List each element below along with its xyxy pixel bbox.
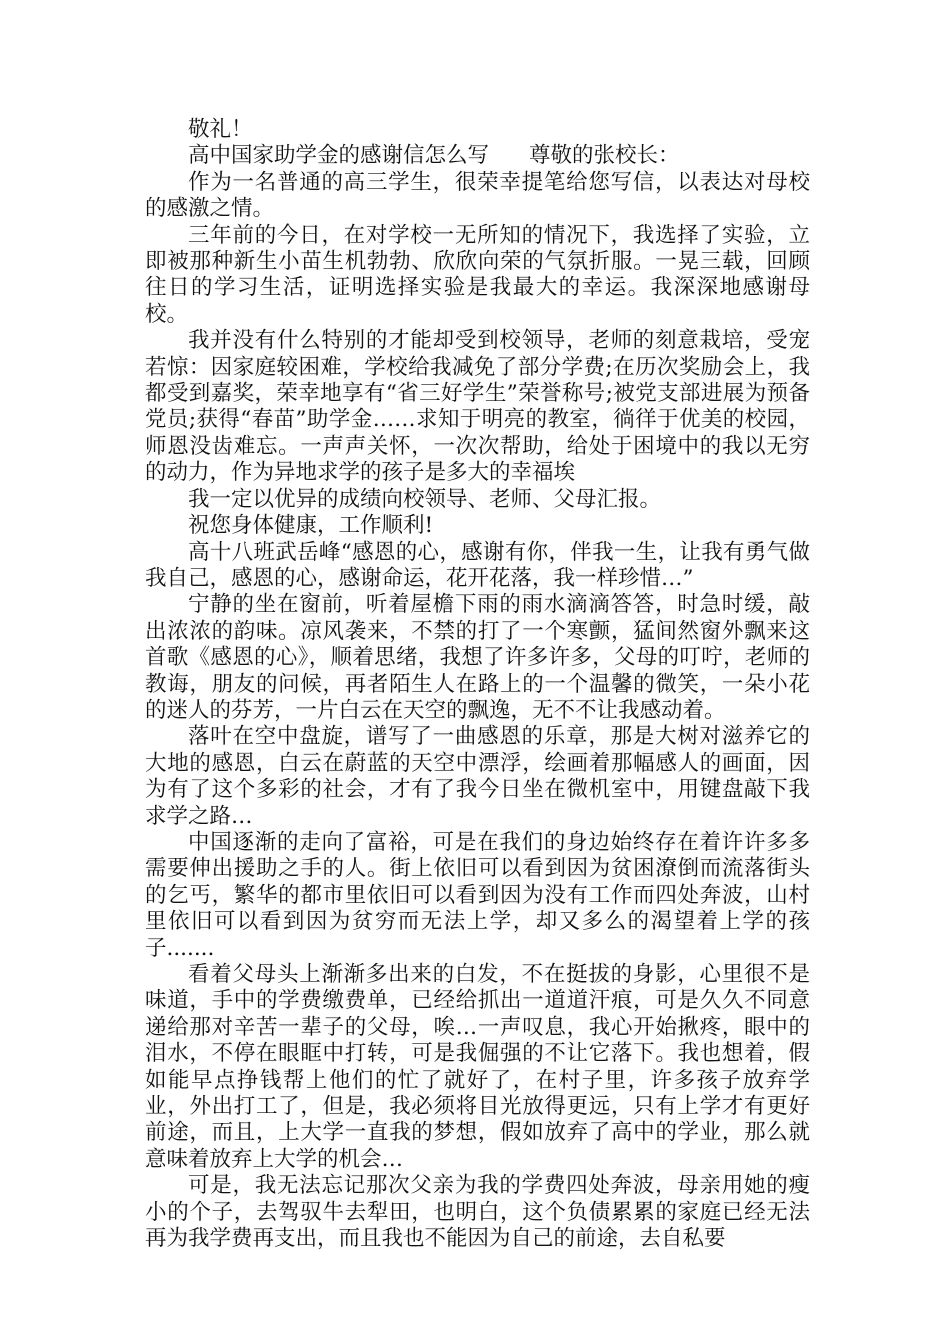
heading-line (145, 143, 810, 169)
letter-title: 高中国家助学金的感谢信怎么写 (188, 143, 490, 169)
paragraph: 作为一名普通的高三学生，很荣幸提笔给您写信，以表达对母校的感激之情。 (145, 169, 810, 222)
paragraph: 看着父母头上渐渐多出来的白发，不在挺拔的身影，心里很不是味道，手中的学费缴费单，已经给抓出一道道汗痕，可是久久不同意递给那对辛苦一辈子的父母，唉…一声叹息，我心开始揪疼，眼中的泪水，不停在眼眶中打转，可是我倔强的不让它落下。我也想着，假如能早点挣钱帮上他们的忙了就好了，在村子里，许多孩子放弃学业，外出打工了，但是，我必须将目光放得更远，只有上学才有更好前途，而且，上大学一直我的梦想，假如放弃了高中的学业，那么就意味着放弃上大学的机会… (145, 962, 810, 1172)
paragraph: 三年前的今日，在对学校一无所知的情况下，我选择了实验，立即被那种新生小苗生机勃勃、欣欣向荣的气氛折服。一晃三载，回顾往日的学习生活，证明选择实验是我最大的幸运。我深深地感谢母校。 (145, 222, 810, 327)
paragraph: 祝您身体健康，工作顺利! (188, 513, 434, 539)
paragraph: 我并没有什么特别的才能却受到校领导，老师的刻意栽培，受宠若惊：因家庭较困难，学校给我减免了部分学费;在历次奖励会上，我都受到嘉奖，荣幸地享有“省三好学生”荣誉称号;被党支部进展为预备党员;获得“春苗”助学金……求知于明亮的教室，徜徉于优美的校园，师恩没齿难忘。一声声关怀，一次次帮助，给处于困境中的我以无穷的动力，作为异地求学的孩子是多大的幸福埃 (145, 328, 810, 486)
paragraph: 落叶在空中盘旋，谱写了一曲感恩的乐章，那是大树对滋养它的大地的感恩，白云在蔚蓝的天空中漂浮，绘画着那幅感人的画面，因为有了这个多彩的社会，才有了我今日坐在微机室中，用键盘敲下我求学之路… (145, 724, 810, 829)
letter-greeting: 尊敬的张校长： (529, 143, 680, 169)
paragraph: 可是，我无法忘记那次父亲为我的学费四处奔波，母亲用她的瘦小的个子，去驾驭牛去犁田，也明白，这个负债累累的家庭已经无法再为我学费再支出，而且我也不能因为自己的前途，去自私要 (145, 1173, 810, 1252)
paragraph: 高十八班武岳峰“感恩的心，感谢有你，伴我一生，让我有勇气做我自己，感恩的心，感谢命运，花开花落，我一样珍惜…” (145, 539, 810, 591)
closing-salute: 敬礼！ (188, 117, 253, 142)
paragraph: 宁静的坐在窗前，听着屋檐下雨的雨水滴滴答答，时急时缓，敲出浓浓的韵味。凉风袭来，不禁的打了一个寒颤，猛间然窗外飘来这首歌《感恩的心》，顺着思绪，我想了许多许多，父母的叮咛，老师的教诲，朋友的问候，再者陌生人在路上的一个温馨的微笑，一朵小花的迷人的芬芳，一片白云在天空的飘逸，无不不让我感动着。 (145, 592, 810, 723)
paragraph: 我一定以优异的成绩向校领导、老师、父母汇报。 (188, 486, 662, 512)
letter-body (145, 117, 810, 1252)
paragraph: 中国逐渐的走向了富裕，可是在我们的身边始终存在着许许多多需要伸出援助之手的人。街上依旧可以看到因为贫困潦倒而流落街头的乞丐，繁华的都市里依旧可以看到因为没有工作而四处奔波，山村里依旧可以看到因为贫穷而无法上学，却又多么的渴望着上学的孩子....... (145, 829, 810, 961)
